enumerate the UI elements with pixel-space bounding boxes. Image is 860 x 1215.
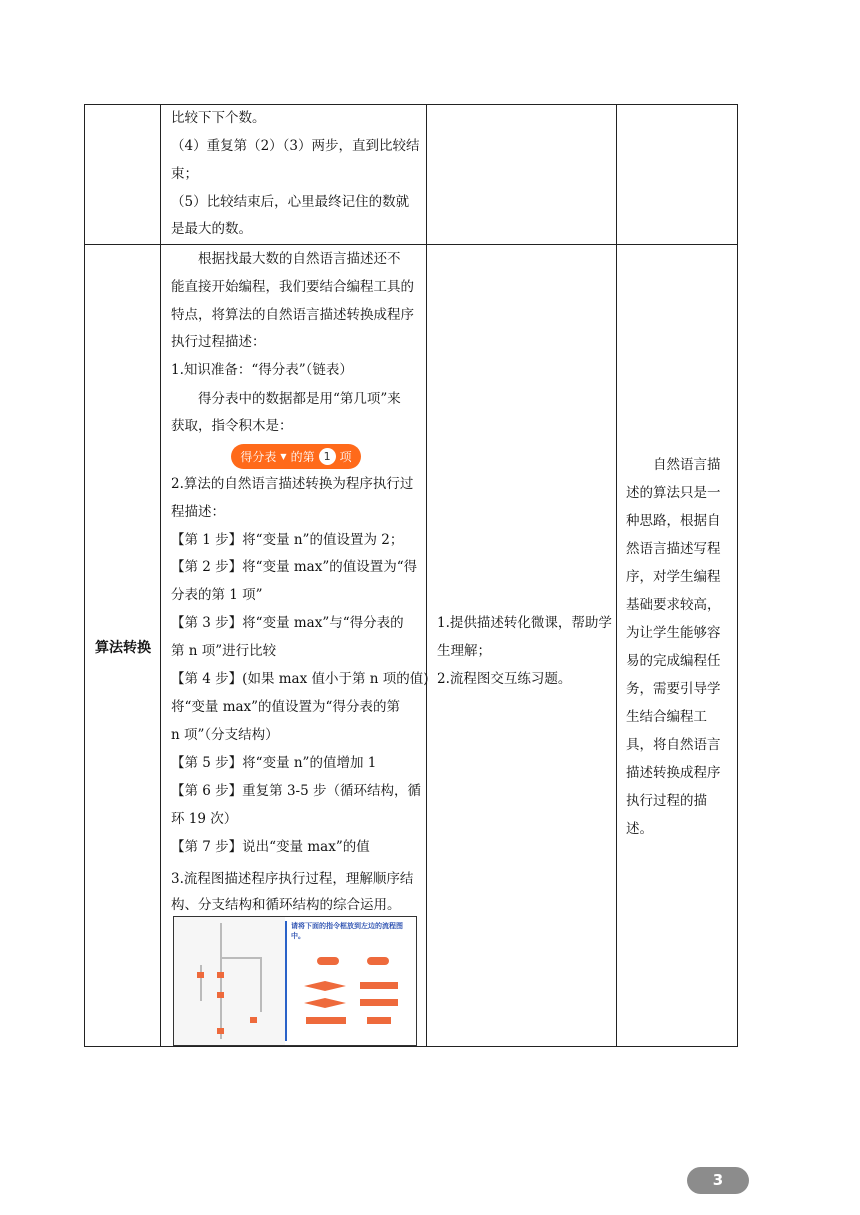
text-line: 【第 4 步】(如果 max 值小于第 n 项的值) (171, 671, 429, 687)
option-diamond (304, 981, 346, 991)
option-box (317, 957, 339, 965)
text-line: 种思路，根据自 (626, 513, 721, 529)
text-line: 将“变量 max”的值设置为“得分表的第 (171, 699, 400, 715)
row-label: 算法转换 (95, 640, 151, 656)
list-item-code-block (231, 444, 361, 469)
text-line: 环 19 次） (171, 811, 238, 827)
option-box (306, 1017, 346, 1024)
text-line: 生理解； (437, 643, 491, 659)
page-number: 3 (687, 1167, 749, 1194)
text-line: 述。 (626, 821, 653, 837)
block-item-text: 项 (339, 450, 352, 464)
text-line: 序，对学生编程 (626, 569, 721, 585)
option-box (360, 999, 398, 1006)
text-line: 【第 6 步】重复第 3-5 步（循环结构，循 (171, 783, 421, 799)
text-line: 是最大的数。 (171, 221, 252, 237)
text-line: 构、分支结构和循环结构的综合运用。 (171, 897, 401, 913)
flowchart-area (174, 917, 285, 1045)
flow-node (217, 992, 224, 998)
text-line: 能直接开始编程，我们要结合编程工具的 (171, 279, 414, 295)
block-of-text: 的第 (290, 450, 315, 464)
text-line: （4）重复第（2）（3）两步，直到比较结 (171, 138, 420, 154)
text-line: 程描述： (171, 504, 225, 520)
text-line: （5）比较结束后，心里最终记住的数就 (171, 194, 410, 210)
text-line: 自然语言描 (626, 457, 721, 473)
text-line: 执行过程描述： (171, 334, 266, 350)
text-line: n 项”（分支结构） (171, 727, 279, 743)
flow-node (217, 972, 224, 978)
text-line: 【第 5 步】将“变量 n”的值增加 1 (171, 755, 377, 771)
text-line: 3.流程图描述程序执行过程，理解顺序结 (171, 871, 414, 887)
text-line: 获取，指令积木是： (171, 418, 293, 434)
text-line: 得分表中的数据都是用“第几项”来 (171, 391, 401, 407)
text-line: 述的算法只是一 (626, 485, 721, 501)
text-line: 2.流程图交互练习题。 (437, 671, 572, 687)
flow-node (250, 1017, 257, 1023)
text-line: 务，需要引导学 (626, 681, 721, 697)
list-name: 得分表 (240, 450, 277, 464)
text-line: 第 n 项”进行比较 (171, 643, 277, 659)
text-line: 2.算法的自然语言描述转换为程序执行过 (171, 476, 414, 492)
dropdown-caret-icon: ▼ (280, 452, 287, 461)
text-line: 比较下下个数。 (171, 110, 266, 126)
flow-node (217, 1028, 224, 1034)
text-line: 易的完成编程任 (626, 653, 721, 669)
option-box (367, 957, 389, 965)
lesson-table (84, 104, 738, 1047)
option-box (367, 1017, 391, 1024)
text-line: 描述转换成程序 (626, 765, 721, 781)
flowchart-exercise-thumbnail (173, 916, 417, 1046)
panel-divider (285, 921, 287, 1041)
text-line: 1.提供描述转化微课，帮助学 (437, 615, 612, 631)
text-line: 【第 7 步】说出“变量 max”的值 (171, 839, 370, 855)
text-line: 【第 3 步】将“变量 max”与“得分表的 (171, 615, 404, 631)
text-line: 特点，将算法的自然语言描述转换成程序 (171, 307, 414, 323)
text-line: 执行过程的描 (626, 793, 707, 809)
text-line: 【第 2 步】将“变量 max”的值设置为“得 (171, 559, 418, 575)
row-divider (85, 244, 737, 245)
text-line: 然语言描述写程 (626, 541, 721, 557)
text-line: 生结合编程工 (626, 709, 707, 725)
text-line: 为让学生能够容 (626, 625, 721, 641)
text-line: 1.知识准备：“得分表”（链表） (171, 362, 353, 378)
text-line: 基础要求较高， (626, 597, 721, 613)
column-divider (616, 105, 617, 1046)
text-line: 具，将自然语言 (626, 737, 721, 753)
option-diamond (304, 998, 346, 1008)
column-divider (426, 105, 427, 1046)
column-divider (160, 105, 161, 1046)
text-line: 【第 1 步】将“变量 n”的值设置为 2； (171, 532, 404, 548)
text-line: 束； (171, 166, 198, 182)
flow-node (197, 972, 204, 978)
text-line: 根据找最大数的自然语言描述还不 (171, 251, 401, 267)
index-input: 1 (319, 448, 336, 465)
exercise-title: 请将下面的指令框放到左边的流程图中。 (291, 922, 403, 940)
text-line: 分表的第 1 项” (171, 587, 263, 603)
option-box (360, 982, 398, 989)
